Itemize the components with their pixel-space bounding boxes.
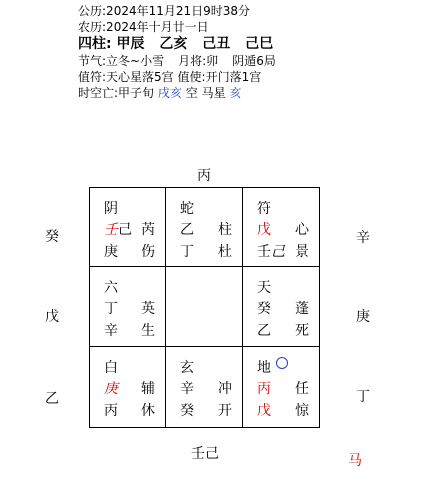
- door-name: 伤: [141, 244, 155, 260]
- nine-palace-grid: [89, 187, 320, 428]
- pillars-label: 四柱:: [78, 36, 112, 52]
- heaven-plate-stem: 辛: [180, 381, 194, 397]
- palace-top-left: [90, 188, 166, 267]
- earth-plate-stem: 丁: [180, 244, 194, 260]
- star-name: 辅: [141, 381, 155, 397]
- day-pillar: 己丑: [202, 36, 231, 52]
- earth-plate-stem: 癸: [180, 403, 194, 419]
- hour-pillar: 己巳: [245, 36, 274, 52]
- solar-date-line: [78, 3, 283, 19]
- palace-bottom-right: [243, 347, 319, 427]
- star-name: 芮: [141, 222, 155, 238]
- palace-bottom-middle: [166, 347, 243, 427]
- earth-plate-stem: 辛: [104, 323, 118, 339]
- zhifu-line: [78, 69, 283, 85]
- month-pillar: 乙亥: [159, 36, 188, 52]
- outer-left-stem-bottom: 乙: [45, 391, 59, 407]
- door-name: 生: [141, 323, 155, 339]
- year-pillar: 甲辰: [116, 36, 145, 52]
- outer-right-stem-top: 辛: [356, 230, 370, 246]
- kongwang-xun: 甲子旬: [118, 86, 155, 100]
- zhifu-value: 天心星落5宫: [106, 70, 174, 84]
- star-name: 冲: [218, 381, 232, 397]
- yuejiang-label: 月将:: [178, 54, 207, 68]
- door-name: 景: [295, 244, 309, 260]
- earth-stem: 壬: [257, 244, 271, 260]
- zhifu-label: 值符:: [78, 70, 107, 84]
- earth-plate-stem: 庚: [104, 244, 118, 260]
- kongwang-value: 戌亥: [157, 86, 182, 100]
- outer-bottom-stem: 壬己: [191, 446, 219, 462]
- heaven-plate-stem: 丙: [257, 381, 271, 397]
- stem-pair: [257, 242, 285, 262]
- earth-stem-secondary: 己: [271, 244, 285, 260]
- deity-name: 六: [104, 280, 118, 296]
- kong-label: 空: [185, 86, 198, 100]
- lunar-value: :2024年十月廿一日: [102, 20, 209, 34]
- kongwang-line: [78, 85, 283, 101]
- yuejiang-value: 卯: [206, 54, 219, 68]
- palace-middle-right: [243, 267, 319, 347]
- star-name: 柱: [218, 222, 232, 238]
- jieqi-label: 节气: [78, 54, 103, 68]
- palace-bottom-left: [90, 347, 166, 427]
- zhishi-value: 开门落1宫: [205, 70, 262, 84]
- deity-name: 蛇: [180, 201, 194, 217]
- door-name: 惊: [295, 403, 309, 419]
- jieqi-value: :立冬~小雪: [102, 54, 165, 68]
- maxing-label: 马星: [201, 86, 226, 100]
- deity-name: 白: [104, 360, 118, 376]
- star-name: 英: [141, 301, 155, 317]
- chart-header: [78, 3, 283, 101]
- kongwang-label: 时空亡:: [78, 86, 119, 100]
- deity-name: 玄: [180, 360, 194, 376]
- outer-right-stem-bottom: 丁: [356, 389, 370, 405]
- door-name: 休: [141, 403, 155, 419]
- palace-top-middle: [166, 188, 243, 267]
- palace-top-right: [243, 188, 319, 267]
- star-name: 任: [295, 381, 309, 397]
- palace-middle-left: [90, 267, 166, 347]
- horse-marker: 马: [348, 453, 362, 469]
- deity-name: 天: [257, 280, 271, 296]
- deity-name: 符: [257, 201, 271, 217]
- heaven-stem: 壬: [104, 222, 118, 238]
- maxing-value: 亥: [229, 86, 242, 100]
- circle-marker-icon: [276, 357, 288, 369]
- earth-stem: 己: [118, 222, 132, 238]
- earth-plate-stem: 乙: [257, 323, 271, 339]
- heaven-plate-stem: 戊: [257, 222, 271, 238]
- deity-name: 阴: [104, 201, 118, 217]
- heaven-plate-stem: 乙: [180, 222, 194, 238]
- star-name: 蓬: [295, 301, 309, 317]
- jieqi-line: [78, 53, 283, 69]
- deity-name: 地: [257, 360, 271, 376]
- door-name: 开: [218, 403, 232, 419]
- zhishi-label: 值使:: [177, 70, 206, 84]
- stem-pair: [104, 220, 132, 240]
- solar-value: :2024年11月21日9时38分: [102, 4, 251, 18]
- earth-plate-stem: 丙: [104, 403, 118, 419]
- door-name: 杜: [218, 244, 232, 260]
- heaven-plate-stem: 丁: [104, 301, 118, 317]
- outer-left-stem-mid: 戊: [45, 309, 59, 325]
- earth-plate-stem: 戊: [257, 403, 271, 419]
- outer-left-stem-top: 癸: [45, 229, 59, 245]
- door-name: 死: [295, 323, 309, 339]
- palace-center: [166, 267, 243, 347]
- outer-right-stem-mid: 庚: [356, 309, 370, 325]
- outer-top-stem: 丙: [197, 168, 211, 184]
- lunar-date-line: [78, 19, 283, 35]
- heaven-plate-stem: 癸: [257, 301, 271, 317]
- star-name: 心: [295, 222, 309, 238]
- heaven-plate-stem: 庚: [104, 381, 118, 397]
- four-pillars-line: [78, 35, 283, 53]
- ju-value: 阴遁6局: [232, 54, 276, 68]
- lunar-label: 农历: [78, 20, 103, 34]
- solar-label: 公历: [78, 4, 103, 18]
